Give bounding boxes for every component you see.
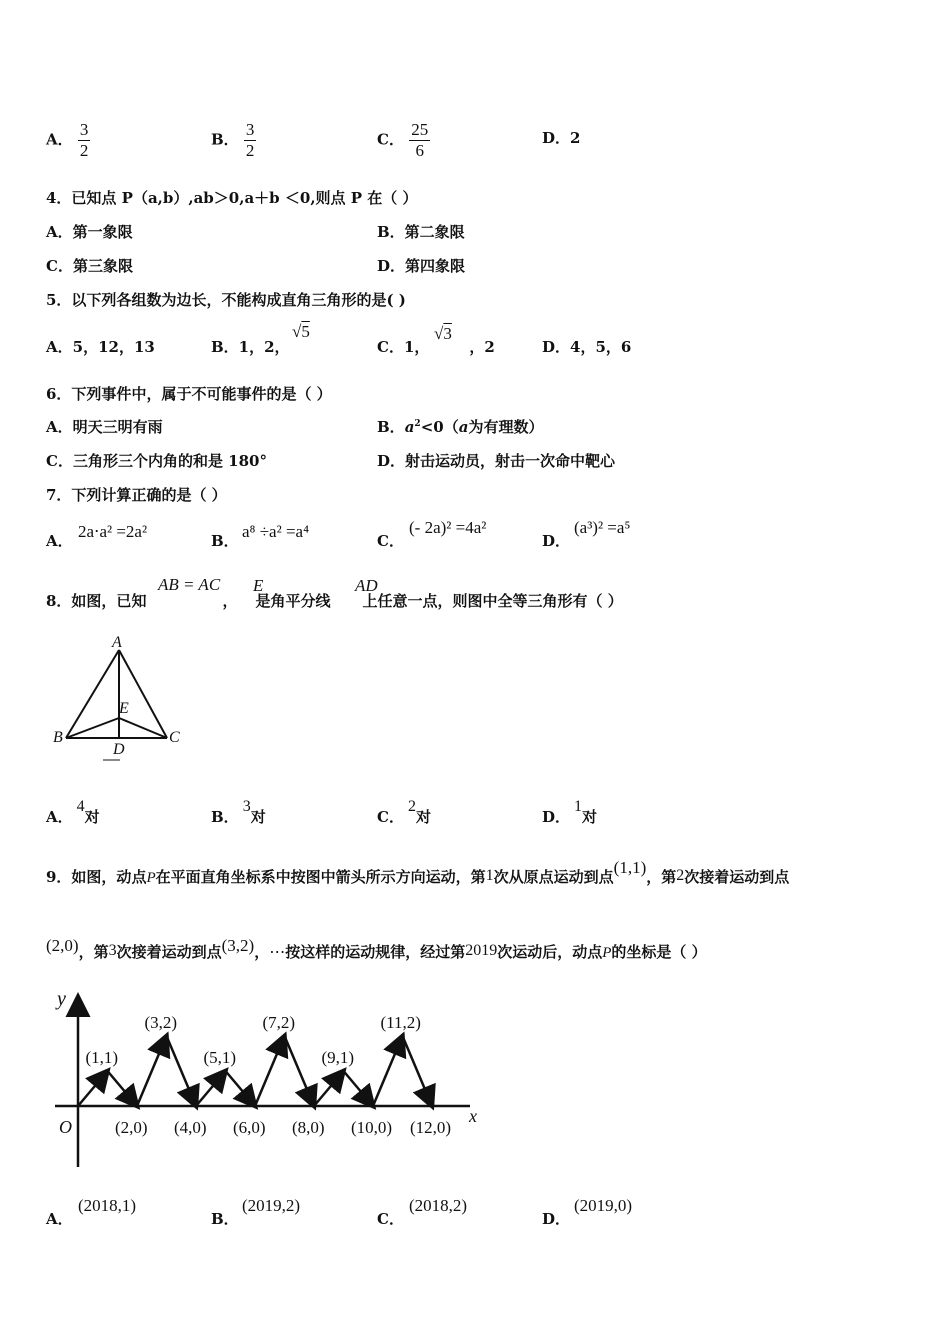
stem-text: 9．如图，动点: [46, 868, 147, 886]
option-label: A．: [46, 808, 73, 826]
q4-option-b[interactable]: B．第二象限: [377, 223, 465, 241]
label-b: B: [53, 729, 63, 746]
label-e: E: [119, 700, 129, 717]
point-2-0: (2,0): [46, 936, 79, 955]
exponent: 2: [414, 419, 421, 429]
stem-text: 上任意一点，则图中全等三角形有（ ）: [362, 592, 623, 610]
option-label: B．: [211, 130, 239, 149]
denominator: 2: [245, 141, 255, 160]
q3-option-a[interactable]: [46, 120, 90, 161]
q9-option-b[interactable]: [211, 1208, 239, 1229]
numerator: 25: [411, 120, 429, 139]
sqrt-5: √5: [292, 322, 310, 341]
path-segment: [344, 1071, 374, 1106]
option-label: B．: [211, 532, 239, 550]
fraction: [244, 120, 257, 161]
denominator: 6: [415, 141, 424, 160]
stem-text: 次接着运动到点: [684, 868, 790, 886]
path-segment: [167, 1036, 197, 1106]
count-1: 1: [485, 867, 494, 884]
stem-text: 的坐标是（ ）: [611, 943, 707, 961]
axis-point-label: (2,0): [115, 1118, 148, 1137]
path-segment: [226, 1071, 256, 1106]
stem-text: ，第: [78, 943, 109, 961]
stem-text: 次从原点运动到点: [493, 868, 614, 886]
option-label: B．: [211, 808, 239, 826]
q6-option-b[interactable]: [377, 416, 543, 437]
option-unit: 对: [415, 808, 431, 826]
variable-p: P: [146, 870, 156, 886]
q7-expr-b: a⁸ ÷a² =a⁴: [242, 522, 310, 541]
option-unit: 对: [582, 808, 598, 826]
q4-stem: 4．已知点 P（a,b）,ab＞0,a＋b ＜0,则点 P 在（ ）: [46, 189, 418, 207]
fraction: [409, 120, 430, 161]
label-d: D: [113, 741, 125, 758]
peak-label: (9,1): [321, 1048, 355, 1067]
condition-ab-ac: AB = AC: [158, 575, 221, 594]
count-2019: 2019: [465, 942, 498, 959]
axis-point-label: (10,0): [351, 1118, 393, 1137]
q3-option-c[interactable]: [377, 120, 430, 161]
peak-label: (7,2): [262, 1013, 296, 1032]
q9-value-d: (2019,0): [574, 1196, 633, 1215]
q8-option-d[interactable]: [542, 798, 598, 827]
q7-stem: 7．下列计算正确的是（ ）: [46, 486, 227, 504]
option-number: 3: [242, 798, 251, 815]
axis-point-label: (4,0): [174, 1118, 207, 1137]
stem-text: 次运动后，动点: [497, 943, 603, 961]
peak-label: (1,1): [85, 1048, 119, 1067]
variable-a: a: [404, 418, 415, 436]
radicand: 3: [443, 324, 452, 343]
origin-label: O: [59, 1117, 72, 1137]
option-label: C．: [377, 808, 404, 826]
path-segment: [403, 1036, 433, 1106]
q9-value-a: (2018,1): [78, 1196, 137, 1215]
q9-option-c[interactable]: [377, 1208, 404, 1229]
q5-stem: 5．以下列各组数为边长，不能构成直角三角形的是( ): [46, 291, 406, 309]
variable-a: a: [458, 418, 469, 436]
option-label: D．: [542, 808, 571, 826]
segment-ad: AD: [355, 576, 378, 595]
peak-label: (11,2): [380, 1013, 421, 1032]
sqrt-3: √3: [434, 324, 452, 343]
axis-point-label: (6,0): [233, 1118, 266, 1137]
count-2: 2: [676, 867, 685, 884]
q9-stem-line2: [46, 936, 707, 962]
option-label: D．: [542, 1210, 571, 1228]
option-number: 1: [574, 798, 583, 815]
path-segment: [373, 1036, 403, 1106]
label-a: A: [112, 634, 122, 651]
q8-option-b[interactable]: [211, 798, 266, 827]
option-label: B．: [211, 1210, 239, 1228]
motion-path: [78, 1036, 432, 1106]
axis-point-label: (12,0): [410, 1118, 452, 1137]
y-label: y: [57, 988, 66, 1010]
stem-text: 次接着运动到点: [116, 943, 222, 961]
stem-text: 在平面直角坐标系中按图中箭头所示方向运动，第: [155, 868, 486, 886]
option-label: A．: [46, 130, 73, 149]
q4-option-d[interactable]: D．第四象限: [377, 257, 466, 275]
point-3-2: (3,2): [221, 936, 255, 955]
point-1-1: (1,1): [613, 858, 647, 877]
q5-option-d[interactable]: D．4，5，6: [542, 338, 632, 356]
stem-text: 8．如图，已知: [46, 592, 147, 610]
stem-text: ，第: [646, 868, 677, 886]
q4-option-a[interactable]: A．第一象限: [46, 223, 133, 241]
option-label: A．: [46, 1210, 73, 1228]
q7-expr-d: (a³)² =a⁵: [574, 518, 631, 537]
option-text: 为有理数）: [468, 418, 544, 436]
q9-option-d[interactable]: [542, 1208, 570, 1229]
path-segment: [78, 1071, 108, 1106]
q5-option-b[interactable]: [211, 336, 290, 357]
peak-label: (5,1): [203, 1048, 237, 1067]
q9-stem-line1: [46, 858, 790, 887]
q9-value-b: (2019,2): [242, 1196, 301, 1215]
q7-option-d[interactable]: [542, 530, 570, 551]
stem-text: 按这样的运动规律，经过第: [285, 943, 466, 961]
option-label: D．: [542, 532, 571, 550]
option-label: B．: [377, 418, 405, 436]
option-text: B．1，2，: [211, 338, 290, 356]
option-label: C．: [377, 532, 404, 550]
peak-label: (3,2): [144, 1013, 178, 1032]
fraction: [78, 120, 91, 161]
option-label: C．: [377, 1210, 404, 1228]
numerator: 3: [245, 120, 255, 139]
path-segment: [137, 1036, 167, 1106]
q3-option-d[interactable]: D．2: [542, 129, 581, 147]
x-label: x: [469, 1106, 477, 1126]
axis-point-label: (8,0): [292, 1118, 325, 1137]
option-unit: 对: [250, 808, 266, 826]
path-segment: [196, 1071, 226, 1106]
q3-option-b[interactable]: [211, 120, 256, 161]
q6-option-c[interactable]: C．三角形三个内角的和是 180°: [46, 452, 267, 470]
triangle-figure: [40, 628, 200, 768]
option-text: ，2: [469, 338, 495, 356]
q8-option-c[interactable]: [377, 798, 431, 827]
label-c: C: [169, 729, 180, 746]
stem-text: ，: [222, 592, 238, 610]
path-segment: [314, 1071, 344, 1106]
q7-option-a[interactable]: [46, 530, 73, 551]
q6-option-a[interactable]: A．明天三明有雨: [46, 418, 163, 436]
q6-option-d[interactable]: D．射击运动员，射击一次命中靶心: [377, 452, 616, 470]
variable-p: P: [602, 945, 612, 961]
numerator: 3: [79, 120, 89, 139]
point-e: E: [253, 576, 264, 595]
q4-option-c[interactable]: C．第三象限: [46, 257, 133, 275]
option-unit: 对: [84, 808, 100, 826]
q5-option-a[interactable]: A．5，12，13: [46, 338, 155, 356]
count-3: 3: [108, 942, 117, 959]
option-text: C．1，: [377, 338, 430, 356]
coordinate-graph: [45, 985, 495, 1175]
option-number: 4: [76, 798, 85, 815]
option-label: A．: [46, 532, 73, 550]
option-label: C．: [377, 130, 404, 149]
stem-text: ，: [254, 943, 270, 961]
stem-text: 是角平分线: [255, 592, 331, 610]
q7-option-b[interactable]: [211, 530, 239, 551]
denominator: 2: [79, 141, 89, 160]
q8-option-a[interactable]: [46, 798, 100, 827]
q7-expr-c: (- 2a)² =4a²: [409, 518, 487, 537]
q9-value-c: (2018,2): [409, 1196, 468, 1215]
option-number: 2: [407, 798, 416, 815]
q7-expr-a: 2a⋅a² =2a²: [78, 522, 148, 541]
path-segment: [285, 1036, 315, 1106]
path-segment: [255, 1036, 285, 1106]
q8-stem: [46, 590, 623, 611]
q9-option-a[interactable]: [46, 1208, 73, 1229]
radicand: 5: [301, 322, 310, 341]
option-text: <0（: [420, 418, 459, 436]
ellipsis: ⋯: [269, 944, 286, 961]
q6-stem: 6．下列事件中，属于不可能事件的是（ ）: [46, 385, 332, 403]
q7-option-c[interactable]: [377, 530, 404, 551]
path-segment: [108, 1071, 138, 1106]
